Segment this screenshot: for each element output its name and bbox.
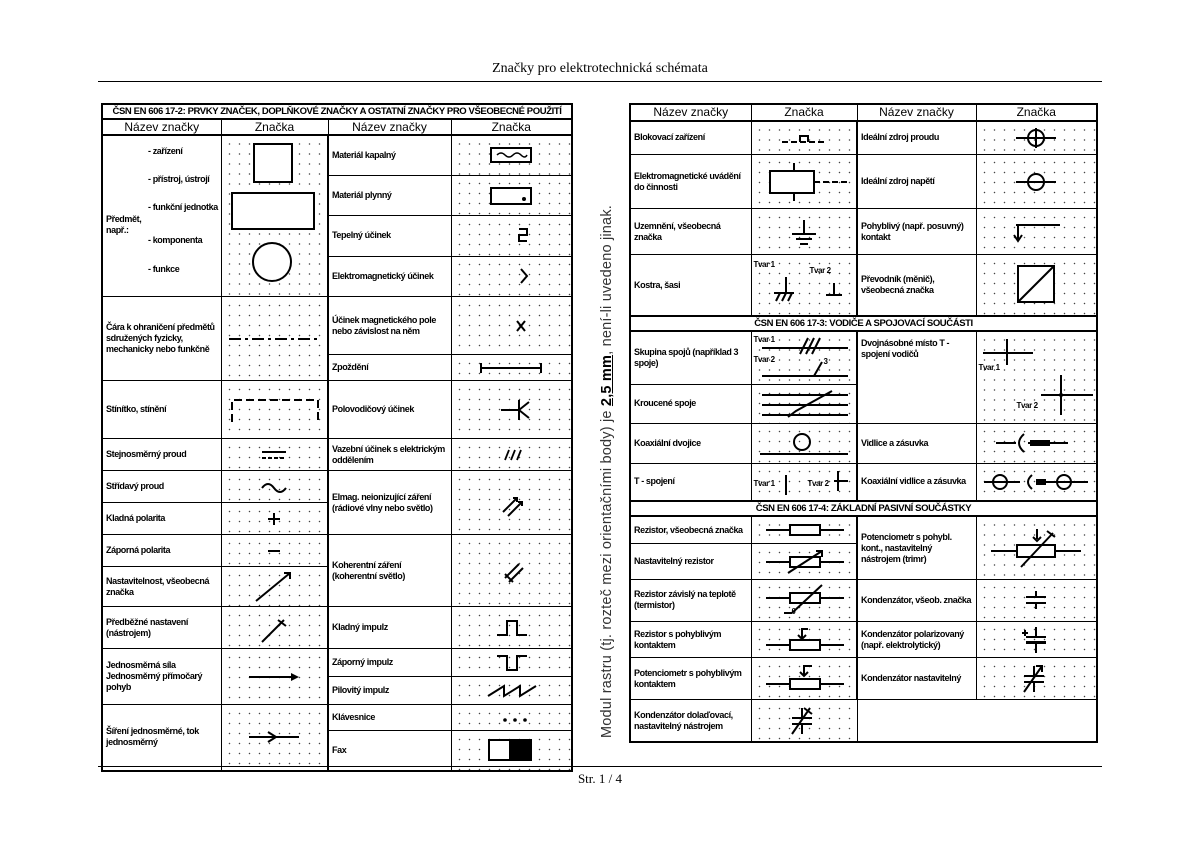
shape-label: Tvar 1 (753, 335, 775, 345)
header-divider (98, 81, 1102, 82)
unidirectional-flow-icon (224, 727, 324, 747)
object-shapes-icon (222, 136, 329, 296)
col-header-name: Název značky (328, 119, 451, 135)
right-row-name: Ideální zdroj proudu (857, 121, 976, 155)
shape-label: Tvar 2 (809, 266, 831, 276)
right-row-name: T - spojení (630, 463, 751, 501)
left-right-row-name: Materiál kapalný (328, 135, 451, 175)
shape-label: Tvar 2 (753, 355, 775, 365)
section-title-wiring: ČSN EN 606 17-3: VODIČE A SPOJOVACÍ SOUČÁSTI (630, 316, 1097, 332)
shielding-icon (224, 392, 324, 428)
delay-icon (471, 359, 551, 377)
left-row-name: Střídavý proud (102, 471, 221, 503)
potentiometer-icon (752, 662, 858, 696)
positive-pulse-icon (481, 615, 541, 641)
shape-label: Tvar 2 (807, 478, 829, 488)
object-item: - komponenta (148, 235, 203, 245)
variable-capacitor-icon (1006, 662, 1066, 696)
col-header-symbol: Značka (451, 119, 572, 135)
col-header-name: Název značky (630, 104, 751, 121)
left-row-name: Čára k ohraničení předmětů sdružených fyzicky, mechanicky nebo funkčně (102, 297, 221, 381)
variable-resistor-icon (752, 547, 858, 577)
page-number: Str. 1 / 4 (577, 771, 623, 786)
left-row-name: Jednosměrná síla Jednosměrný přímočarý pohyb (102, 649, 221, 705)
shape-label: Tvar 1 (753, 478, 775, 488)
resistor-movable-contact-icon (752, 625, 858, 655)
thermistor-icon (752, 581, 858, 619)
coupling-isolation-icon (481, 446, 541, 464)
resistor-icon (752, 522, 858, 538)
adjustability-icon (234, 569, 314, 605)
electromagnetic-effect-icon (471, 265, 551, 287)
right-row-name: Ideální zdroj napětí (857, 154, 976, 209)
right-row-name: Elektromagnetické uvádění do činnosti (630, 154, 751, 209)
right-row-name: Rezistor, všeobecná značka (630, 516, 751, 543)
right-symbol-table (629, 103, 1098, 743)
object-symbols (221, 135, 328, 297)
ideal-voltage-source-icon (996, 169, 1076, 195)
right-row-name: Rezistor závislý na teplotě (termistor) (630, 579, 751, 621)
left-right-row-name: Záporný impulz (328, 649, 451, 677)
left-row-name: Záporná polarita (102, 535, 221, 567)
col-header-name: Název značky (857, 104, 976, 121)
left-right-row-name: Koherentní záření (koherentní světlo) (328, 535, 451, 607)
left-right-row-name: Pilovitý impulz (328, 677, 451, 705)
coherent-radiation-icon (481, 556, 541, 586)
polarized-capacitor-icon (1006, 623, 1066, 657)
locking-device-icon (764, 129, 844, 147)
gas-material-icon (471, 185, 551, 207)
right-row-name: Pohyblivý (např. posuvný) kontakt (857, 209, 976, 255)
grid-module-note: Modul rastru (tj. rozteč mezi orientačními body) je 2,5 mm, není-li uvedeno jinak. (599, 204, 615, 738)
object-item: - přístroj, ústrojí (148, 174, 210, 184)
right-row-name: Blokovací zařízení (630, 121, 751, 155)
right-row-name: Skupina spojů (například 3 spoje) (630, 331, 751, 384)
left-table-title: ČSN EN 606 17-2: PRVKY ZNAČEK, DOPLŇKOVÉ ZNAČKY A OSTATNÍ ZNAČKY PRO VŠEOBECNÉ POUŽITÍ (102, 104, 572, 119)
wire-count: 3 (823, 357, 828, 367)
left-row-name: Stínítko, stínění (102, 381, 221, 439)
left-symbol-table (101, 103, 573, 772)
trimmer-potentiometer-icon (981, 525, 1091, 571)
earth-ground-icon (774, 216, 834, 248)
coaxial-pair-icon (752, 428, 858, 458)
left-right-row-name: Zpoždění (328, 355, 451, 381)
magnetic-field-icon (471, 316, 551, 336)
left-row-name: Předběžné nastavení (nástrojem) (102, 607, 221, 649)
col-header-symbol: Značka (221, 119, 328, 135)
section-title-passive: ČSN EN 606 17-4: ZÁKLADNÍ PASIVNÍ SOUČÁSTKY (630, 501, 1097, 517)
capacitor-icon (1006, 590, 1066, 610)
right-row-name: Nastavitelný rezistor (630, 544, 751, 580)
left-right-row-name: Klávesnice (328, 705, 451, 731)
col-header-symbol: Značka (976, 104, 1097, 121)
left-right-row-name: Vazební účinek s elektrickým oddělením (328, 439, 451, 471)
footer-divider (98, 766, 1102, 767)
left-right-row-name: Kladný impulz (328, 607, 451, 649)
left-row-name: Kladná polarita (102, 503, 221, 535)
left-right-row-name: Elektromagnetický účinek (328, 256, 451, 296)
right-row-name: Převodník (měnič), všeobecná značka (857, 255, 976, 316)
left-row-name: Nastavitelnost, všeobecná značka (102, 567, 221, 607)
object-item: - funkční jednotka (148, 202, 218, 212)
right-row-name: Dvojnásobné místo T - spojení vodičů (857, 331, 976, 423)
semiconductor-effect-icon (471, 395, 551, 425)
right-row-name: Kroucené spoje (630, 385, 751, 423)
right-row-name: Kondenzátor dolaďovací, nastavitelný nástrojem (630, 700, 751, 742)
right-row-name: Kondenzátor nastavitelný (857, 658, 976, 700)
left-right-row-name: Tepelný účinek (328, 216, 451, 256)
fax-icon (471, 736, 551, 764)
shape-label: Tvar 1 (753, 260, 775, 270)
liquid-material-icon (471, 145, 551, 165)
right-row-name: Potenciometr s pohyblivým kontaktem (630, 658, 751, 700)
left-right-row-name: Materiál plynný (328, 175, 451, 215)
object-group-labels (102, 135, 221, 297)
right-row-name: Kondenzátor polarizovaný (např. elektrolytický) (857, 621, 976, 658)
preset-icon (234, 610, 314, 646)
alternating-current-icon (244, 479, 304, 495)
keyboard-icon (481, 710, 541, 726)
shape-label: Tvar 1 (978, 363, 1000, 373)
right-row-name: Kondenzátor, všeob. značka (857, 579, 976, 621)
col-header-name: Název značky (102, 119, 221, 135)
movable-contact-icon (996, 217, 1076, 247)
right-row-name: Rezistor s pohyblivým kontaktem (630, 621, 751, 658)
thermal-effect-icon (471, 225, 551, 247)
left-right-row-name: Fax (328, 731, 451, 771)
unidirectional-force-icon (224, 667, 324, 687)
negative-pulse-icon (481, 650, 541, 676)
ideal-current-source-icon (996, 125, 1076, 151)
coax-plug-socket-icon (980, 469, 1092, 495)
converter-icon (996, 262, 1076, 308)
page-header-title: Značky pro elektrotechnická schémata (492, 61, 708, 76)
trimmer-capacitor-icon (774, 704, 834, 738)
left-row-name: Šíření jednosměrné, tok jednosměrný (102, 705, 221, 771)
direct-current-icon (244, 447, 304, 463)
right-row-name: Potenciometr s pohybl. kont., nastavitelný nástrojem (trimr) (857, 516, 976, 579)
right-row-name: Kostra, šasi (630, 255, 751, 316)
object-item: - zařízení (148, 146, 183, 156)
boundary-line-icon (224, 329, 324, 349)
positive-polarity-icon (259, 511, 289, 527)
left-right-row-name: Polovodičový účinek (328, 381, 451, 439)
theta-label: θ (791, 606, 796, 616)
em-radiation-icon (481, 488, 541, 518)
em-actuator-icon (754, 159, 854, 205)
plug-socket-icon (986, 430, 1086, 456)
sawtooth-pulse-icon (476, 682, 546, 700)
twisted-wires-icon (752, 387, 858, 421)
left-right-row-name: Účinek magnetického pole nebo závislost na něm (328, 297, 451, 355)
col-header-symbol: Značka (751, 104, 857, 121)
right-row-name: Koaxiální vidlice a zásuvka (857, 463, 976, 501)
right-row-name: Vidlice a zásuvka (857, 423, 976, 463)
negative-polarity-icon (259, 543, 289, 559)
object-label: Předmět, např.: (106, 214, 142, 235)
right-row-name: Koaxiální dvojice (630, 423, 751, 463)
right-row-name: Uzemnění, všeobecná značka (630, 209, 751, 255)
left-row-name: Stejnosměrný proud (102, 439, 221, 471)
object-item: - funkce (148, 264, 180, 274)
left-right-row-name: Elmag. neionizující záření (rádiové vlny nebo světlo) (328, 471, 451, 535)
shape-label: Tvar 2 (1016, 401, 1038, 411)
